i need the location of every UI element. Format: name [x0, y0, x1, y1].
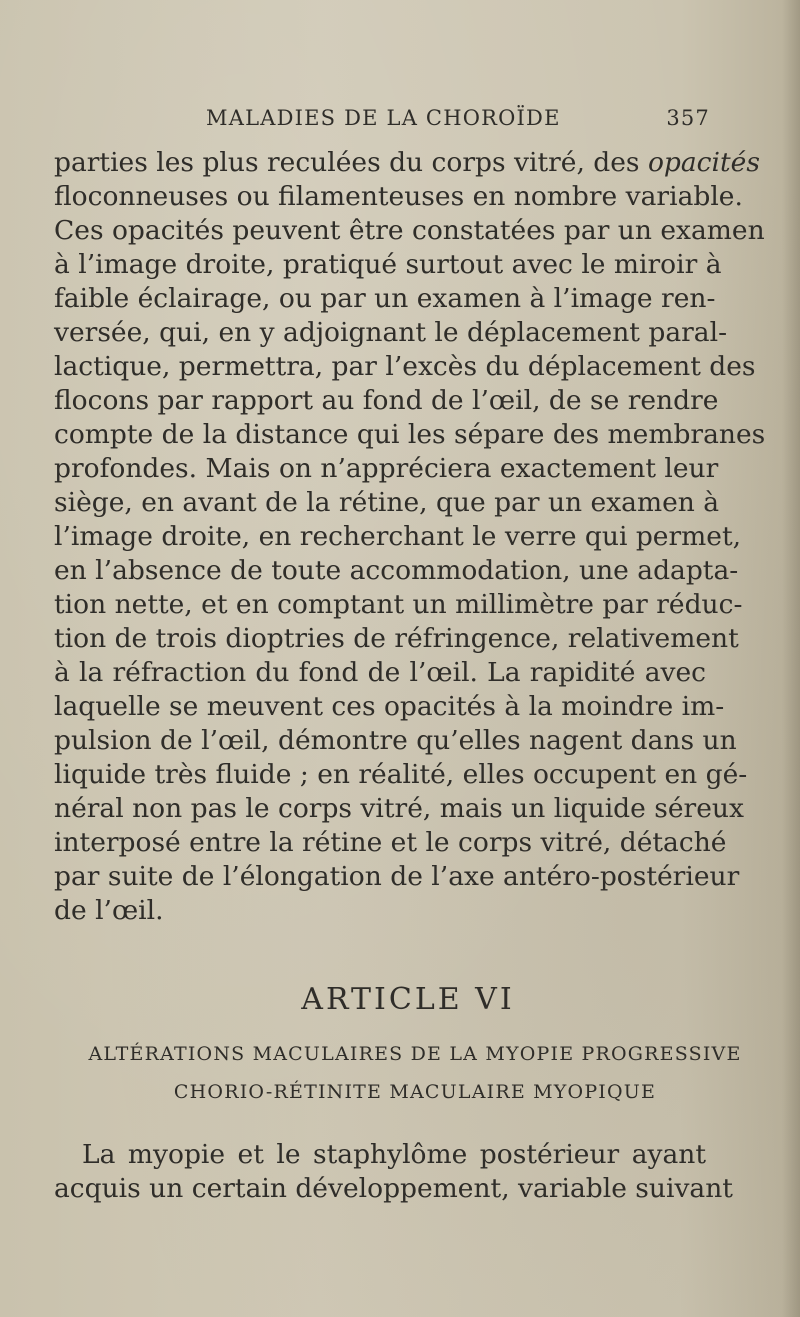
running-head	[196, 106, 716, 136]
text-line: par suite de l’élongation de l’axe antéro-postérieur	[54, 861, 740, 892]
text-line: de l’œil.	[54, 895, 164, 926]
text-line: faible éclairage, ou par un examen à l’image ren-	[54, 283, 716, 314]
closing-paragraph	[54, 1138, 733, 1206]
text-line: à la réfraction du fond de l’œil. La rapidité avec	[54, 657, 706, 688]
text-line: floconneuses ou filamenteuses en nombre variable.	[54, 181, 743, 212]
text-line: profondes. Mais on n’appréciera exactement leur	[54, 453, 719, 484]
text-line: acquis un certain développement, variable suivant	[54, 1173, 733, 1204]
text-line: lactique, permettra, par l’excès du déplacement des	[54, 351, 756, 382]
text-line: siège, en avant de la rétine, que par un examen à	[54, 487, 720, 518]
text-line: compte de la distance qui les sépare des membranes	[54, 419, 766, 450]
text-line: liquide très fluide ; en réalité, elles occupent en gé-	[54, 759, 748, 790]
text-line: en l’absence de toute accommodation, une adapta-	[54, 555, 739, 586]
text-line: Ces opacités peuvent être constatées par un examen	[54, 215, 765, 246]
text-line: à l’image droite, pratiqué surtout avec le miroir à	[54, 249, 722, 280]
text-line: l’image droite, en recherchant le verre qui permet,	[54, 521, 742, 552]
section-title-line-1: ALTÉRATIONS MACULAIRES DE LA MYOPIE PROGRESSIVE	[88, 1043, 742, 1065]
text-line: pulsion de l’œil, démontre qu’elles nagent dans un	[54, 725, 737, 756]
article-heading: ARTICLE VI	[301, 982, 515, 1017]
page-edge-shadow	[782, 0, 800, 1317]
text-line: tion de trois dioptries de réfringence, relativement	[54, 623, 739, 654]
page-number: 357	[666, 106, 710, 130]
running-head-title: MALADIES DE LA CHOROÏDE	[206, 106, 561, 130]
italic-term: opacités	[647, 147, 760, 178]
text-line: versée, qui, en y adjoignant le déplacement paral-	[54, 317, 728, 348]
text-line: laquelle se meuvent ces opacités à la moindre im-	[54, 691, 725, 722]
text-line: tion nette, et en comptant un millimètre par réduc-	[54, 589, 743, 620]
text-line: interposé entre la rétine et le corps vitré, détaché	[54, 827, 727, 858]
body-paragraph	[54, 146, 766, 928]
section-title-line-2: CHORIO-RÉTINITE MACULAIRE MYOPIQUE	[173, 1081, 657, 1103]
text-line: La myopie et le staphylôme postérieur ayant	[82, 1139, 706, 1170]
text-line: néral non pas le corps vitré, mais un liquide séreux	[54, 793, 744, 824]
text-line: parties les plus reculées du corps vitré, des opacités	[54, 147, 760, 178]
text-line: flocons par rapport au fond de l’œil, de se rendre	[54, 385, 719, 416]
